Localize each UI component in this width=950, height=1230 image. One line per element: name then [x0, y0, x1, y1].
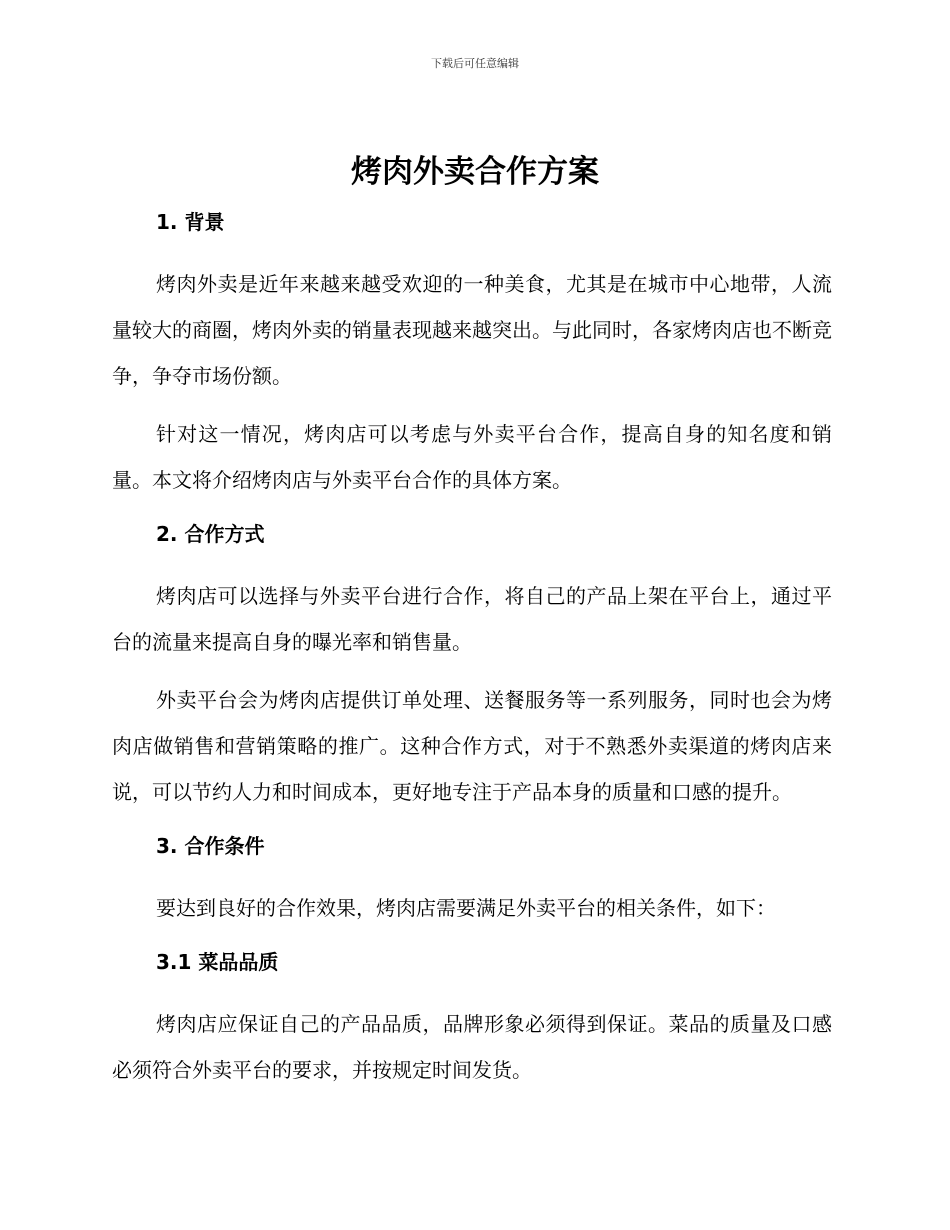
section-heading-cooperation-mode: 2. 合作方式: [156, 522, 265, 546]
paragraph: 针对这一情况，烤肉店可以考虑与外卖平台合作，提高自身的知名度和销量。本文将介绍烤肉店与外卖平台合作的具体方案。: [112, 422, 832, 492]
paragraph: 要达到良好的合作效果，烤肉店需要满足外卖平台的相关条件，如下：: [156, 896, 776, 920]
document-body: [112, 203, 832, 1105]
section-heading-dish-quality: 3.1 菜品品质: [156, 950, 279, 974]
section-heading-background: 1. 背景: [156, 210, 225, 234]
paragraph: 烤肉店可以选择与外卖平台进行合作，将自己的产品上架在平台上，通过平台的流量来提高自身的曝光率和销售量。: [112, 584, 832, 654]
paragraph: 烤肉外卖是近年来越来越受欢迎的一种美食，尤其是在城市中心地带，人流量较大的商圈，烤肉外卖的销量表现越来越突出。与此同时，各家烤肉店也不断竞争，争夺市场份额。: [112, 272, 832, 388]
paragraph: 烤肉店应保证自己的产品品质，品牌形象必须得到保证。菜品的质量及口感必须符合外卖平台的要求，并按规定时间发货。: [112, 1012, 832, 1082]
section-heading-cooperation-conditions: 3. 合作条件: [156, 834, 265, 858]
page-header-note: 下载后可任意编辑: [431, 57, 519, 70]
document-title: 烤肉外卖合作方案: [351, 154, 599, 190]
paragraph: 外卖平台会为烤肉店提供订单处理、送餐服务等一系列服务，同时也会为烤肉店做销售和营销策略的推广。这种合作方式，对于不熟悉外卖渠道的烤肉店来说，可以节约人力和时间成本，更好地专注于产品本身的质量和口感的提升。: [112, 688, 832, 804]
